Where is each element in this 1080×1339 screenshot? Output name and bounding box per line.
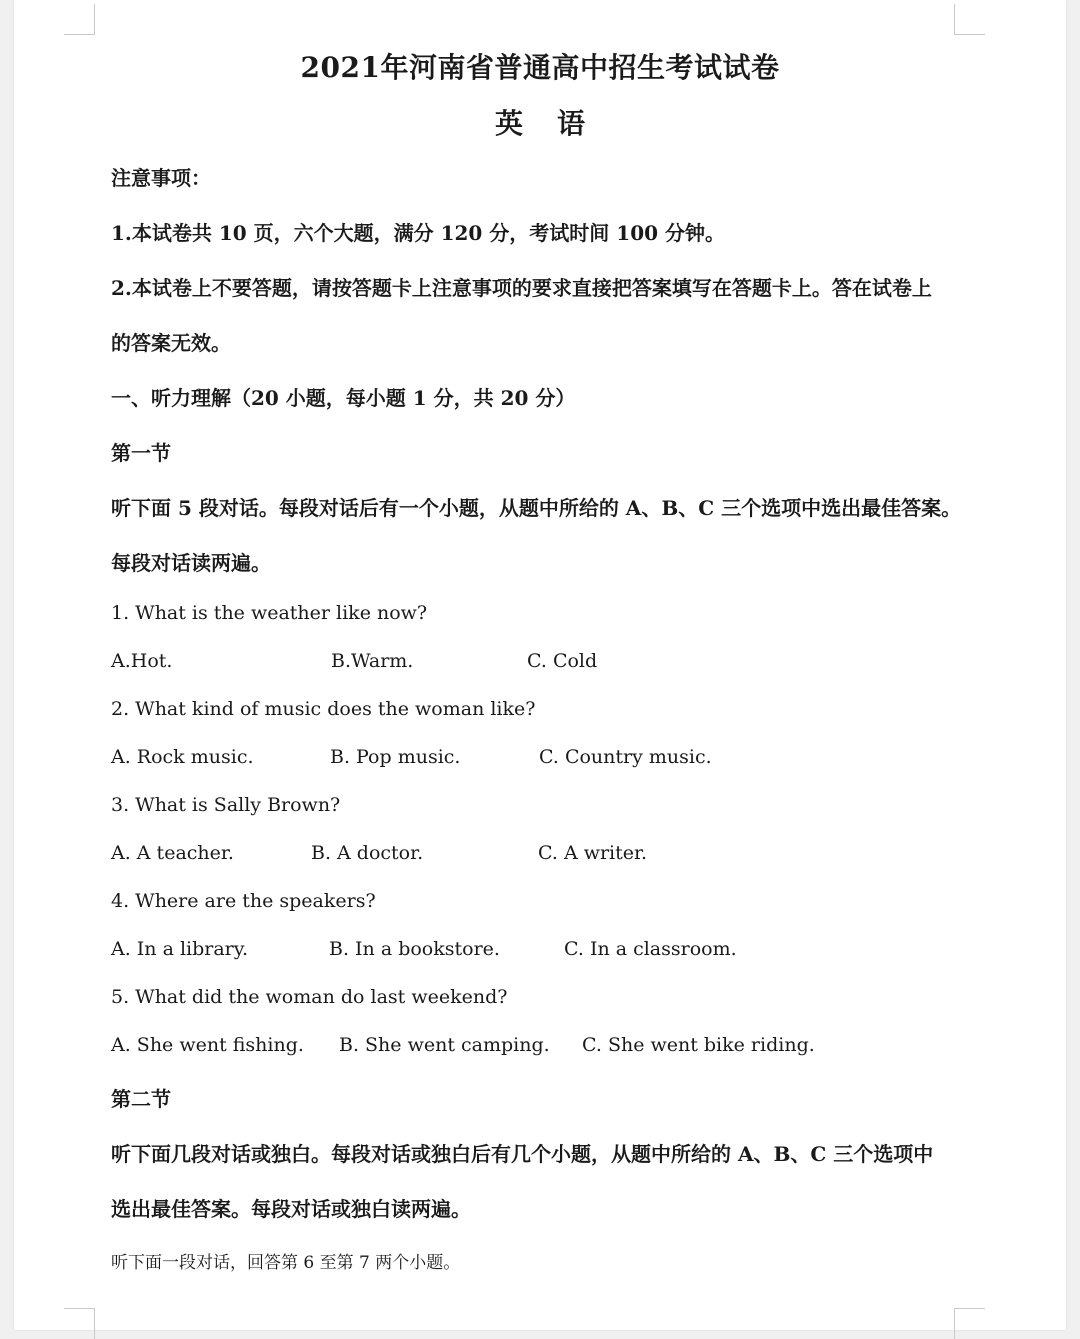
question-2-option-a: A. Rock music. [111, 746, 254, 768]
crop-mark-bottom-left [64, 1308, 95, 1339]
question-1-option-b: B.Warm. [331, 650, 414, 672]
question-4-option-c: C. In a classroom. [564, 938, 737, 960]
question-3-option-c: C. A writer. [538, 842, 648, 864]
question-1: 1. What is the weather like now? [111, 602, 428, 624]
question-2-option-b: B. Pop music. [330, 746, 461, 768]
question-3-option-a: A. A teacher. [111, 842, 234, 864]
question-5-option-c: C. She went bike riding. [582, 1034, 815, 1056]
question-5-option-b: B. She went camping. [339, 1034, 550, 1056]
exam-subject: 英语 [494, 107, 619, 140]
section1-heading: 第一节 [111, 441, 171, 465]
question-3-option-b: B. A doctor. [311, 842, 424, 864]
question-4-option-b: B. In a bookstore. [329, 938, 500, 960]
section1-instruction-line-1: 听下面 5 段对话。每段对话后有一个小题，从题中所给的 A、B、C 三个选项中选出最佳答案。 [111, 496, 962, 520]
crop-mark-top-left [64, 4, 95, 35]
question-3: 3. What is Sally Brown? [111, 794, 341, 816]
question-5-option-a: A. She went fishing. [111, 1034, 304, 1056]
section1-instruction-line-2: 每段对话读两遍。 [111, 551, 271, 575]
section2-instruction-line-2: 选出最佳答案。每段对话或独白读两遍。 [111, 1197, 471, 1221]
question-4-option-a: A. In a library. [111, 938, 249, 960]
question-5: 5. What did the woman do last weekend? [111, 986, 508, 1008]
notice-heading: 注意事项： [111, 166, 211, 190]
crop-mark-bottom-right [954, 1308, 985, 1339]
question-4: 4. Where are the speakers? [111, 890, 376, 912]
notice-item-2-line-2: 的答案无效。 [111, 331, 231, 355]
crop-mark-top-right [954, 4, 985, 35]
notice-item-1: 1.本试卷共 10 页，六个大题，满分 120 分，考试时间 100 分钟。 [111, 221, 725, 245]
section2-heading: 第二节 [111, 1087, 171, 1111]
section2-instruction-line-1: 听下面几段对话或独白。每段对话或独白后有几个小题，从题中所给的 A、B、C 三个选项中 [111, 1142, 934, 1166]
question-1-option-c: C. Cold [527, 650, 598, 672]
question-2-option-c: C. Country music. [539, 746, 712, 768]
section2-note: 听下面一段对话，回答第 6 至第 7 两个小题。 [111, 1253, 461, 1273]
question-2: 2. What kind of music does the woman like? [111, 698, 536, 720]
part1-heading: 一、听力理解（20 小题，每小题 1 分，共 20 分） [111, 386, 576, 410]
notice-item-2-line-1: 2.本试卷上不要答题，请按答题卡上注意事项的要求直接把答案填写在答题卡上。答在试卷上 [111, 276, 932, 300]
exam-title: 2021年河南省普通高中招生考试试卷 [300, 51, 780, 84]
question-1-option-a: A.Hot. [111, 650, 173, 672]
